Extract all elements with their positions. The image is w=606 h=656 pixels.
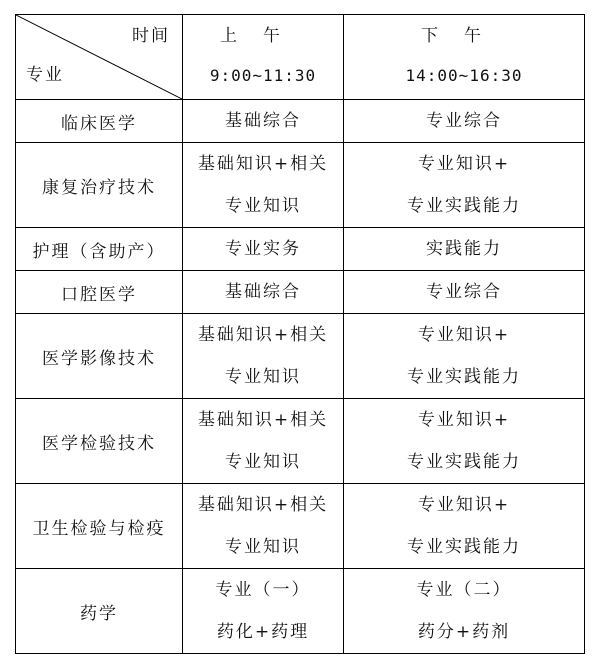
morning-subject-cell xyxy=(183,228,344,271)
major-cell xyxy=(16,228,183,271)
subject-line: 专业综合 xyxy=(426,111,502,131)
major-cell xyxy=(16,569,183,654)
subject-line: 专业实践能力 xyxy=(407,196,521,216)
subject-line: 专业知识 xyxy=(225,452,301,472)
table-row xyxy=(16,314,585,399)
subject-line: 实践能力 xyxy=(426,239,502,259)
major-name: 护理（含助产） xyxy=(32,241,166,262)
subject-line: 专业实践能力 xyxy=(407,452,521,472)
table-row xyxy=(16,569,585,654)
subject-line: 基础知识+相关 xyxy=(197,154,329,174)
morning-subject-cell xyxy=(183,484,344,569)
table-row xyxy=(16,143,585,228)
subject-line: 基础综合 xyxy=(225,282,301,302)
major-cell xyxy=(16,271,183,314)
major-name: 医学影像技术 xyxy=(42,348,156,369)
subject-line: 基础知识+相关 xyxy=(197,495,329,515)
subject-line: 专业知识 xyxy=(225,537,301,557)
subject-line: 专业知识+ xyxy=(417,154,511,174)
morning-subject-cell xyxy=(183,271,344,314)
subject-line: 药化+药理 xyxy=(216,622,310,642)
major-name: 卫生检验与检疫 xyxy=(32,518,166,539)
major-cell xyxy=(16,314,183,399)
major-name: 医学检验技术 xyxy=(42,433,156,454)
major-cell xyxy=(16,399,183,484)
table-row xyxy=(16,484,585,569)
table-row xyxy=(16,399,585,484)
afternoon-subject-cell xyxy=(344,314,585,399)
subject-line: 专业实务 xyxy=(225,239,301,259)
major-cell xyxy=(16,100,183,143)
table-row xyxy=(16,271,585,314)
subject-line: 专业知识+ xyxy=(417,325,511,345)
exam-schedule-table xyxy=(15,14,585,654)
afternoon-time: 14:00~16:30 xyxy=(405,66,523,85)
subject-line: 专业知识 xyxy=(225,367,301,387)
subject-line: 专业综合 xyxy=(426,282,502,302)
afternoon-subject-cell xyxy=(344,569,585,654)
afternoon-subject-cell xyxy=(344,399,585,484)
morning-subject-cell xyxy=(183,100,344,143)
major-cell xyxy=(16,143,183,228)
major-name: 康复治疗技术 xyxy=(42,177,156,198)
header-corner-cell xyxy=(16,15,183,100)
afternoon-subject-cell xyxy=(344,271,585,314)
morning-subject-cell xyxy=(183,569,344,654)
morning-subject-cell xyxy=(183,143,344,228)
major-cell xyxy=(16,484,183,569)
major-name: 药学 xyxy=(80,603,118,624)
major-name: 口腔医学 xyxy=(61,284,137,305)
morning-header-cell xyxy=(183,15,344,100)
afternoon-subject-cell xyxy=(344,100,585,143)
afternoon-subject-cell xyxy=(344,228,585,271)
morning-subject-cell xyxy=(183,399,344,484)
afternoon-header-cell xyxy=(344,15,585,100)
time-header-label: 时间 xyxy=(132,26,170,46)
subject-line: 基础知识+相关 xyxy=(197,325,329,345)
subject-line: 专业实践能力 xyxy=(407,367,521,387)
header-row xyxy=(16,15,585,100)
morning-subject-cell xyxy=(183,314,344,399)
table-row xyxy=(16,228,585,271)
subject-line: 基础知识+相关 xyxy=(197,410,329,430)
subject-line: 专业知识+ xyxy=(417,410,511,430)
morning-time: 9:00~11:30 xyxy=(209,66,317,85)
major-name: 临床医学 xyxy=(61,113,137,134)
major-header-label: 专业 xyxy=(26,65,64,85)
afternoon-subject-cell xyxy=(344,484,585,569)
subject-line: 专业知识 xyxy=(225,196,301,216)
subject-line: 专业（二） xyxy=(416,580,512,600)
table-row xyxy=(16,100,585,143)
afternoon-label: 下午 xyxy=(421,26,507,46)
subject-line: 专业实践能力 xyxy=(407,537,521,557)
subject-line: 基础综合 xyxy=(225,111,301,131)
subject-line: 专业知识+ xyxy=(417,495,511,515)
subject-line: 专业（一） xyxy=(215,580,311,600)
morning-label: 上午 xyxy=(220,26,306,46)
afternoon-subject-cell xyxy=(344,143,585,228)
subject-line: 药分+药剂 xyxy=(417,622,511,642)
